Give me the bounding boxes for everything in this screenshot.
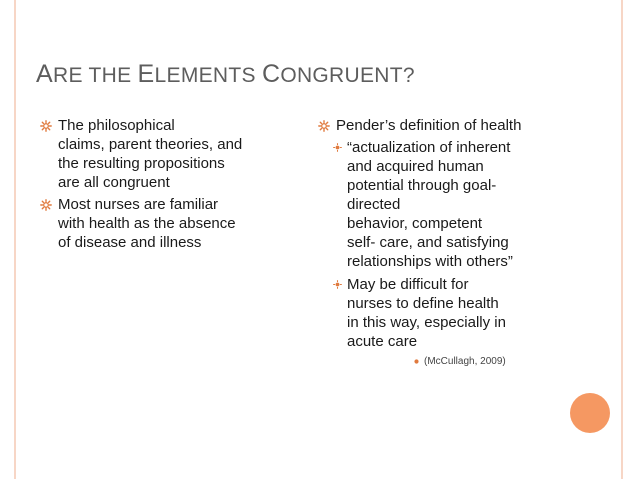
sun-bullet-icon (40, 199, 52, 211)
left-column (40, 116, 290, 255)
accent-circle (570, 393, 610, 433)
sun-bullet-icon (40, 120, 52, 132)
list-item (318, 116, 558, 135)
bullet-text: Most nurses are familiar with health as the absence of disease and illness (58, 196, 236, 251)
list-item (318, 138, 558, 271)
bullet-text: Pender’s definition of health (336, 117, 522, 134)
bullet-text: “actualization of inherent and acquired human potential through goal- directed behavior, competent self- care, and satisfying relationships with others” (347, 139, 513, 270)
bullet-text: May be difficult for nurses to define health in this way, especially in acute care (347, 276, 506, 350)
citation-item (318, 355, 558, 369)
bullet-text: The philosophical claims, parent theories, and the resulting propositions are all congruent (58, 117, 243, 191)
list-item (40, 195, 290, 252)
sun-bullet-icon (333, 143, 342, 152)
sun-bullet-icon (333, 280, 342, 289)
right-frame-line (621, 0, 623, 479)
title-rest-3: ONGRUENT? (280, 64, 415, 87)
title-initial-2: E (137, 60, 155, 88)
citation-text: (McCullagh, 2009) (424, 356, 506, 367)
title-rest-1: RE THE (52, 64, 138, 87)
dot-bullet-icon (414, 359, 419, 364)
title-initial-1: A (36, 60, 53, 88)
title-rest-2: LEMENTS (154, 64, 262, 87)
right-column (318, 116, 558, 369)
left-frame-line (14, 0, 16, 479)
list-item (318, 275, 558, 351)
sun-bullet-icon (318, 120, 330, 132)
slide-title (36, 60, 415, 89)
title-initial-3: C (261, 60, 281, 88)
list-item (40, 116, 290, 192)
